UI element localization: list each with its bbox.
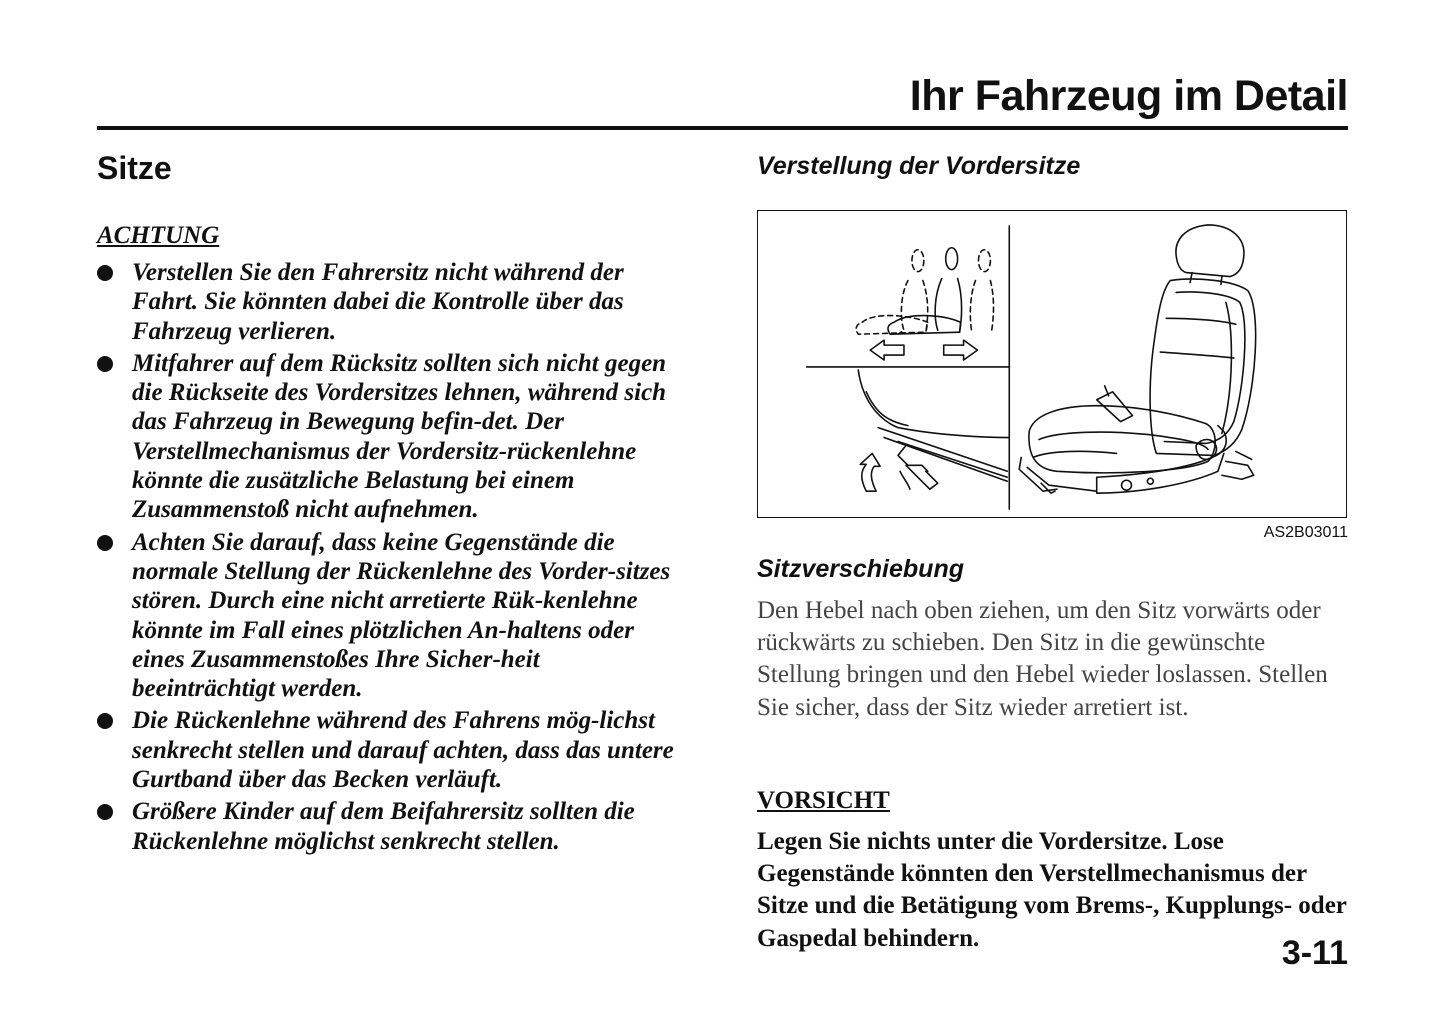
list-item [97,706,687,794]
list-item [97,797,687,856]
section-title: Sitze [97,150,172,186]
page-number: 3-11 [1281,934,1348,972]
caution-text: Legen Sie nichts unter die Vordersitze. Lose Gegenstände könnten den Verstellmechanismus der Sitze und die Betätigung vom Brems-, Kupplungs- oder Gaspedal behindern. [757,828,1347,952]
bullet-icon [97,265,113,281]
subsection-title: Verstellung der Vordersitze [757,152,1081,180]
header-rule [97,126,1348,130]
seat-illustration [757,210,1347,518]
list-item [97,528,687,704]
seat-rail-detail [858,370,1009,489]
subsection-title-2: Sitzverschiebung [757,555,964,583]
caution-heading: VORSICHT [757,787,890,814]
list-item-text: Achten Sie darauf, dass keine Gegenstände die normale Stellung der Rückenlehne des Vorder-sitzes stören. Durch eine nicht arretierte Rük-kenlehne könnte im Fall eines plötzlichen An-haltens oder eines Zusammenstoßes Ihre Sicher-heit beeinträchtigt werden. [132,528,671,703]
figure-code: AS2B03011 [1263,524,1348,541]
front-seat-drawing [1019,225,1255,493]
seat-position-icon [856,248,993,334]
list-item-text: Verstellen Sie den Fahrersitz nicht während der Fahrt. Sie könnten dabei die Kontrolle über das Fahrzeug verlieren. [132,259,624,345]
list-item-text: Die Rückenlehne während des Fahrens mög-lichst senkrecht stellen und darauf achten, dass das untere Gurtband über das Becken verläuft. [132,707,674,794]
list-item-text: Größere Kinder auf dem Beifahrersitz sollten die Rückenlehne möglichst senkrecht stellen. [132,798,635,855]
bullet-icon [97,713,113,729]
list-item [97,258,687,346]
warning-heading: ACHTUNG [97,222,220,249]
lever-pull-arrow-icon [860,453,880,491]
list-item-text: Mitfahrer auf dem Rücksitz sollten sich nicht gegen die Rückseite des Vordersitzes lehnen, während sich das Fahrzeug in Bewegung befin-det. Der Verstellmechanismus der Vordersitz-rückenlehne könnte die zusätzliche Belastung bei einem Zusammenstoß nicht aufnehmen. [132,349,667,524]
list-item [97,349,687,525]
chapter-title: Ihr Fahrzeug im Detail [909,72,1348,120]
bullet-icon [97,804,113,820]
bullet-icon [97,535,113,551]
warning-list [97,258,687,859]
instruction-text: Den Hebel nach oben ziehen, um den Sitz vorwärts oder rückwärts zu schieben. Den Sitz in die gewünschte Stellung bringen und den Hebel wieder loslassen. Stellen Sie sicher, dass der Sitz wieder arretiert ist. [757,597,1328,721]
direction-arrows-icon [870,340,977,360]
bullet-icon [97,356,113,372]
